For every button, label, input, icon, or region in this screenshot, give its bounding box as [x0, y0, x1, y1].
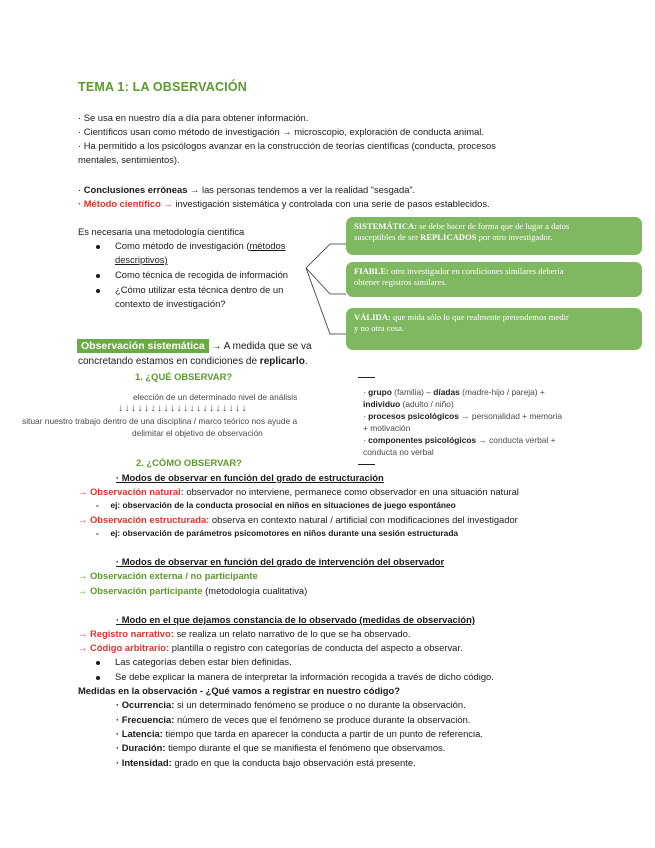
que-observar-left-1: elección de un determinado nivel de análisis	[133, 392, 298, 402]
arbitrario-bullet-2: Se debe explicar la manera de interpretar la información recogida a través de dicho código.	[96, 670, 494, 683]
intro-line-4: mentales, sentimientos).	[78, 154, 180, 165]
divider-top	[358, 377, 375, 378]
arbitrario-line: → Código arbitrario: plantilla o registro con categorías de conducta del aspecto a observar.	[78, 642, 463, 653]
bullet-icon	[96, 676, 100, 680]
bullet-icon	[96, 274, 100, 278]
natural-ej: - ej: observación de la conducta prosocial en niños en situaciones de juego espontáneo	[96, 500, 456, 510]
narrativo-line: → Registro narrativo: se realiza un relato narrativo de lo que se ha observado.	[78, 628, 411, 639]
intro-line-1: · Se usa en nuestro día a día para obtener información.	[78, 112, 309, 123]
que-observar-right-4: + motivación	[363, 423, 411, 433]
bullet-icon	[96, 661, 100, 665]
medida-latencia: · Latencia: tiempo que tarda en aparecer la conducta a partir de un punto de referencia.	[116, 728, 483, 739]
metodo-text: investigación sistemática y controlada con una serie de pasos establecidos.	[172, 198, 490, 209]
constancia-heading: · Modo en el que dejamos constancia de lo observado (medidas de observación)	[116, 614, 475, 625]
medida-duracion: · Duración: tiempo durante el que se manifiesta el fenómeno que observamos.	[116, 742, 446, 753]
intervencion-heading: · Modos de observar en función del grado de intervención del observador	[116, 556, 445, 567]
necesaria-bullet-2: Como técnica de recogida de información	[96, 268, 288, 281]
conclusiones-text: → las personas tendemos a ver la realidad “sesgada”.	[187, 184, 416, 195]
natural-line: → Observación natural: observador no interviene, permanece como observador en una situación natural	[78, 486, 519, 497]
obs-sistematica-line: Observación sistemática → A medida que se va	[77, 339, 312, 353]
estructurada-line: → Observación estructurada: observa en contexto natural / artificial con modificaciones del investigador	[78, 514, 518, 525]
estructuracion-heading: · Modos de observar en función del grado de estructuración	[116, 472, 384, 483]
como-observar-heading: 2. ¿CÓMO OBSERVAR?	[136, 457, 242, 468]
conclusiones-line: · Conclusiones erróneas → las personas tendemos a ver la realidad “sesgada”.	[78, 184, 416, 195]
bullet-icon	[96, 245, 100, 249]
metodo-label: · Método científico →	[78, 198, 173, 209]
estructurada-ej: - ej: observación de parámetros psicomotores en niños durante una sesión estructurada	[96, 528, 459, 538]
intro-line-2: · Científicos usan como método de investigación → microscopio, exploración de conducta animal.	[78, 126, 484, 137]
necesaria-bullet-1: Como método de investigación (métodos	[96, 239, 285, 252]
necesaria-bullet-3: ¿Cómo utilizar esta técnica dentro de un	[96, 283, 283, 296]
medida-frecuencia: · Frecuencia: número de veces que el fenómeno se produce durante la observación.	[116, 714, 471, 725]
arbitrario-bullet-1: Las categorías deben estar bien definidas.	[96, 655, 292, 668]
medida-ocurrencia: · Ocurrencia: si un determinado fenómeno se produce o no durante la observación.	[116, 699, 466, 710]
que-observar-heading: 1. ¿QUÉ OBSERVAR?	[135, 371, 233, 382]
page-title: TEMA 1: LA OBSERVACIÓN	[78, 80, 247, 94]
necesaria-bullet-3-cont: contexto de investigación?	[115, 298, 226, 309]
conclusiones-label: Conclusiones erróneas	[83, 184, 188, 195]
metodo-line	[78, 197, 490, 210]
obs-sistematica-label: Observación sistemática	[77, 339, 209, 353]
que-observar-right-2: individuo (adulto / niño)	[363, 399, 454, 409]
que-observar-right-6: conducta no verbal	[363, 447, 434, 457]
que-observar-left-2: situar nuestro trabajo dentro de una disciplina / marco teórico nos ayude a	[22, 416, 298, 426]
callout-fiable: FIABLE: otro investigador en condiciones similares debería obtener registros similares.	[346, 262, 642, 297]
intro-line-3: · Ha permitido a los psicólogos avanzar en la construcción de teorías científicas (conducta, procesos	[78, 140, 496, 151]
participante-line: → Observación participante (metodología cualitativa)	[78, 585, 308, 596]
medidas-heading: Medidas en la observación - ¿Qué vamos a registrar en nuestro código?	[78, 685, 400, 696]
que-observar-right-3: · procesos psicológicos → personalidad + memoria	[363, 411, 562, 421]
callout-sistematica: SISTEMÁTICA: se debe hacer de forma que de lugar a datos susceptibles de ser REPLICADOS por otro investigador.	[346, 217, 642, 255]
callout-valida: VÁLIDA: que mida sólo lo que realmente pretendemos medir y no otra cosa.	[346, 308, 642, 350]
que-observar-left-3: delimitar el objetivo de observación	[132, 428, 263, 438]
necesaria-bullet-1-cont: descriptivos)	[115, 254, 168, 265]
obs-sistematica-line-2: concretando estamos en condiciones de replicarlo.	[78, 356, 308, 367]
externa-line: → Observación externa / no participante	[78, 570, 258, 581]
que-observar-right-1: · grupo (familia) – díadas (madre-hijo / pareja) +	[363, 387, 545, 397]
divider-bottom	[358, 464, 375, 465]
bullet-icon	[96, 289, 100, 293]
down-arrows: ↓↓↓↓↓↓↓↓↓↓↓↓↓↓↓↓↓↓↓↓	[118, 403, 248, 414]
necesaria-heading: Es necesaria una metodología científica	[78, 226, 245, 237]
medida-intensidad: · Intensidad: grado en que la conducta bajo observación está presente.	[116, 757, 416, 768]
que-observar-right-5: · componentes psicológicos → conducta verbal +	[363, 435, 556, 445]
